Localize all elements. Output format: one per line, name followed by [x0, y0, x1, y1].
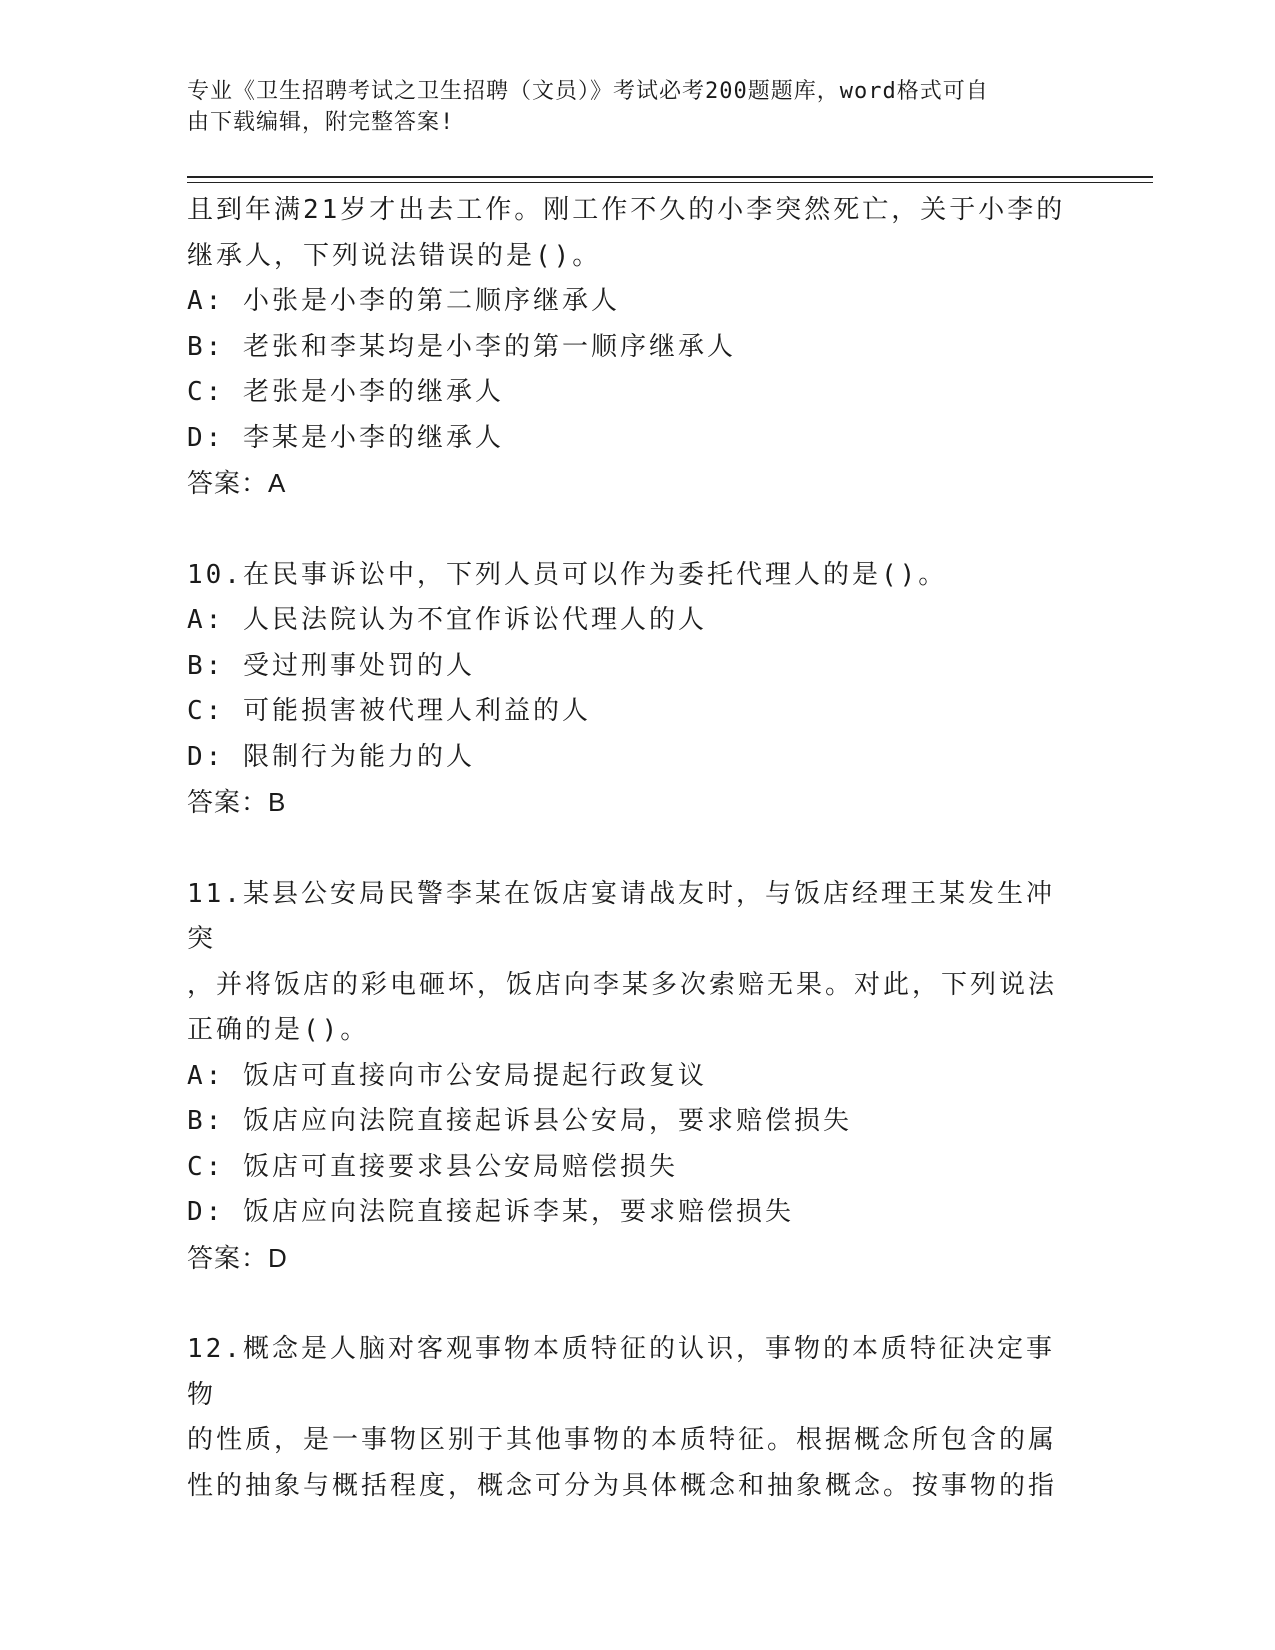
question-10 — [187, 553, 1077, 826]
header-line-1: 专业《卫生招聘考试之卫生招聘（文员）》考试必考200题题库，word格式可自 — [187, 79, 989, 104]
option-d: D: 饭店应向法院直接起诉李某，要求赔偿损失 — [187, 1197, 794, 1227]
question-12 — [187, 1327, 1077, 1509]
option-b: B: 老张和李某均是小李的第一顺序继承人 — [187, 331, 736, 362]
answer-line: 答案：A — [187, 468, 287, 498]
header-rule-thick — [187, 176, 1153, 178]
option-a: A: 饭店可直接向市公安局提起行政复议 — [187, 1060, 707, 1091]
option-c: C: 老张是小李的继承人 — [187, 377, 504, 407]
question-text-line: 继承人，下列说法错误的是()。 — [187, 240, 602, 271]
answer-line: 答案：D — [187, 1242, 288, 1273]
option-d: D: 李某是小李的继承人 — [187, 422, 504, 453]
option-b: B: 受过刑事处罚的人 — [187, 650, 475, 681]
question-text-line: ，并将饭店的彩电砸坏，饭店向李某多次索赔无果。对此，下列说法 — [187, 969, 1058, 1000]
option-b: B: 饭店应向法院直接起诉县公安局，要求赔偿损失 — [187, 1106, 852, 1136]
header-rule-thin — [187, 182, 1153, 183]
spacer — [187, 1281, 1077, 1327]
question-text-line: 12.概念是人脑对客观事物本质特征的认识，事物的本质特征决定事物 — [187, 1334, 1055, 1410]
header-line-2: 由下载编辑，附完整答案! — [187, 110, 455, 135]
question-text-line: 性的抽象与概括程度，概念可分为具体概念和抽象概念。按事物的指 — [187, 1470, 1058, 1501]
option-a: A: 小张是小李的第二顺序继承人 — [187, 286, 620, 316]
question-text-line: 11.某县公安局民警李某在饭店宴请战友时，与饭店经理王某发生冲突 — [187, 878, 1055, 954]
option-d: D: 限制行为能力的人 — [187, 741, 475, 772]
spacer — [187, 826, 1077, 872]
question-text-line: 10.在民事诉讼中，下列人员可以作为委托代理人的是()。 — [187, 559, 948, 590]
option-a: A: 人民法院认为不宜作诉讼代理人的人 — [187, 605, 707, 635]
document-header — [187, 76, 1067, 138]
answer-line: 答案：B — [187, 787, 287, 817]
question-9 — [187, 188, 1077, 507]
question-text-line: 正确的是()。 — [187, 1015, 370, 1045]
document-body — [187, 188, 1077, 1509]
question-11 — [187, 872, 1077, 1282]
option-c: C: 可能损害被代理人利益的人 — [187, 696, 591, 726]
question-text-line: 的性质，是一事物区别于其他事物的本质特征。根据概念所包含的属 — [187, 1425, 1058, 1455]
question-text-line: 且到年满21岁才出去工作。刚工作不久的小李突然死亡，关于小李的 — [187, 195, 1066, 225]
spacer — [187, 507, 1077, 553]
option-c: C: 饭店可直接要求县公安局赔偿损失 — [187, 1151, 678, 1182]
